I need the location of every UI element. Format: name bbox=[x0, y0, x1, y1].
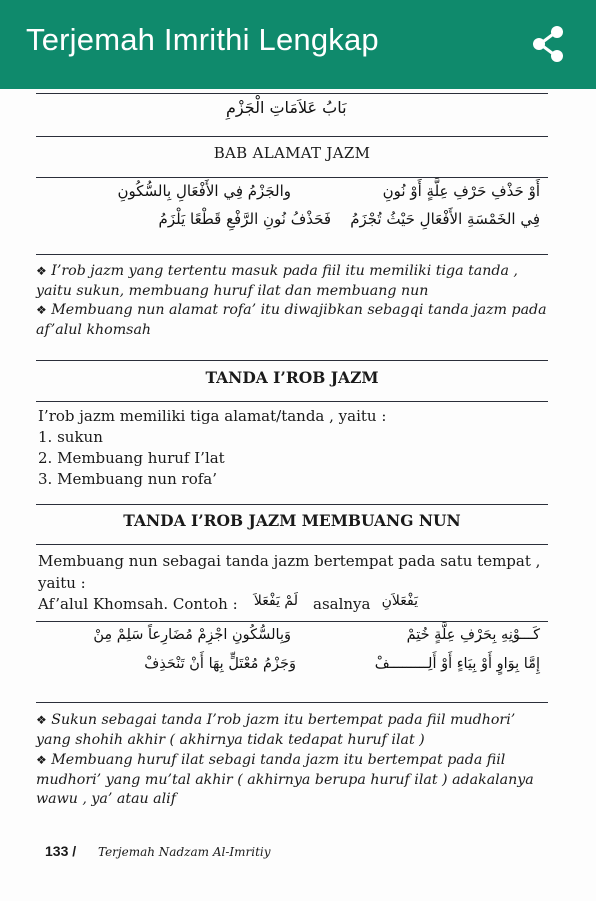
note-paragraph: ❖ Membuang nun alamat rofa’ itu diwajibkan sebagqi tanda jazm pada af’alul khomsah bbox=[36, 302, 547, 338]
divider bbox=[36, 504, 548, 505]
app-title: Terjemah Imrithi Lengkap bbox=[26, 22, 379, 57]
list-item: 3. Membuang nun rofa’ bbox=[38, 470, 217, 488]
divider bbox=[36, 401, 548, 402]
share-icon[interactable] bbox=[526, 22, 570, 66]
divider bbox=[36, 254, 548, 255]
note-paragraph: ❖ I’rob jazm yang tertentu masuk pada fiil itu memiliki tiga tanda , yaitu sukun, membuang huruf ilat dan membuang nun bbox=[36, 263, 518, 299]
divider bbox=[36, 544, 548, 545]
divider bbox=[36, 702, 548, 703]
asal-arabic: يَفْعَلاَنِ bbox=[381, 593, 418, 609]
divider bbox=[36, 360, 548, 361]
section-intro: I’rob jazm memiliki tiga alamat/tanda , yaitu : bbox=[38, 407, 387, 425]
section-title: TANDA I’ROB JAZM MEMBUANG NUN bbox=[123, 511, 461, 530]
example-arabic: لَمْ يَفْعَلاَ bbox=[253, 593, 298, 609]
app-bar bbox=[0, 0, 596, 89]
arabic-chapter-heading: بَابُ عَلاَمَاتِ الْجَزْمِ bbox=[226, 98, 347, 117]
divider bbox=[36, 621, 548, 622]
list-item: 1. sukun bbox=[38, 428, 103, 446]
divider bbox=[36, 93, 548, 94]
section-text: Membuang nun sebagai tanda jazm bertempat pada satu tempat , bbox=[38, 552, 541, 570]
note-paragraph: ❖ Membuang huruf ilat sebagi tanda jazm itu bertempat pada fiil mudhori’ yang mu’tal akhir ( akhirnya berupa huruf ilat ) adakalanya wawu , ya’ atau alif bbox=[36, 752, 534, 807]
example-lead: Af’alul Khomsah. Contoh : bbox=[38, 595, 238, 613]
bullet-star-icon: ❖ bbox=[36, 713, 47, 727]
divider bbox=[36, 136, 548, 137]
bullet-star-icon: ❖ bbox=[36, 264, 47, 278]
page-number: 133 / bbox=[45, 843, 77, 859]
divider bbox=[36, 177, 548, 178]
bullet-star-icon: ❖ bbox=[36, 303, 47, 317]
verse-line-1-left: أَوْ حَذْفِ حَرْفِ عِلَّةٍ أَوْ نُونِ bbox=[382, 182, 540, 200]
bullet-star-icon: ❖ bbox=[36, 753, 47, 767]
chapter-title: BAB ALAMAT JAZM bbox=[213, 144, 371, 162]
footer-title: Terjemah Nadzam Al-Imritiy bbox=[98, 845, 271, 859]
section-title: TANDA I’ROB JAZM bbox=[205, 368, 379, 387]
verse-line-1-right: والجَزْمُ فِي الأَفْعَالِ بِالسُّكُونِ bbox=[117, 182, 291, 200]
section-text: yaitu : bbox=[38, 574, 86, 592]
list-item: 2. Membuang huruf I’lat bbox=[38, 449, 225, 467]
verse-line-2-right: وَجَزْمُ مُعْتَلٍّ بِهَا أَنْ تَنْحَذِفْ bbox=[144, 656, 296, 672]
verse-line-2-left: إِمَّا بِوَاوٍ أَوْ بِيَاءٍ أَوْ أَلِـــــــــفْ bbox=[374, 656, 540, 672]
verse-line-1-left: كَـــوْنِهِ بِحَرْفِ عِلَّةٍ خُتِمْ bbox=[406, 627, 540, 643]
verse-line-2-right: فَحَذْفُ نُونِ الرَّفْعِ قَطْعًا يَلْزَمُ bbox=[158, 210, 331, 228]
verse-line-2-left: فِي الخَمْسَةِ الأَفْعَالِ حَيْثُ تُجْزَمُ bbox=[350, 210, 540, 228]
note-paragraph: ❖ Sukun sebagai tanda I’rob jazm itu bertempat pada fiil mudhori’ yang shohih akhir ( akhirnya tidak tedapat huruf ilat ) bbox=[36, 712, 516, 748]
asalnya-label: asalnya bbox=[313, 595, 371, 613]
verse-line-1-right: وَبِالسُّكُونِ اجْزِمْ مُضَارِعاً سَلِمْ مِنْ bbox=[93, 627, 291, 643]
